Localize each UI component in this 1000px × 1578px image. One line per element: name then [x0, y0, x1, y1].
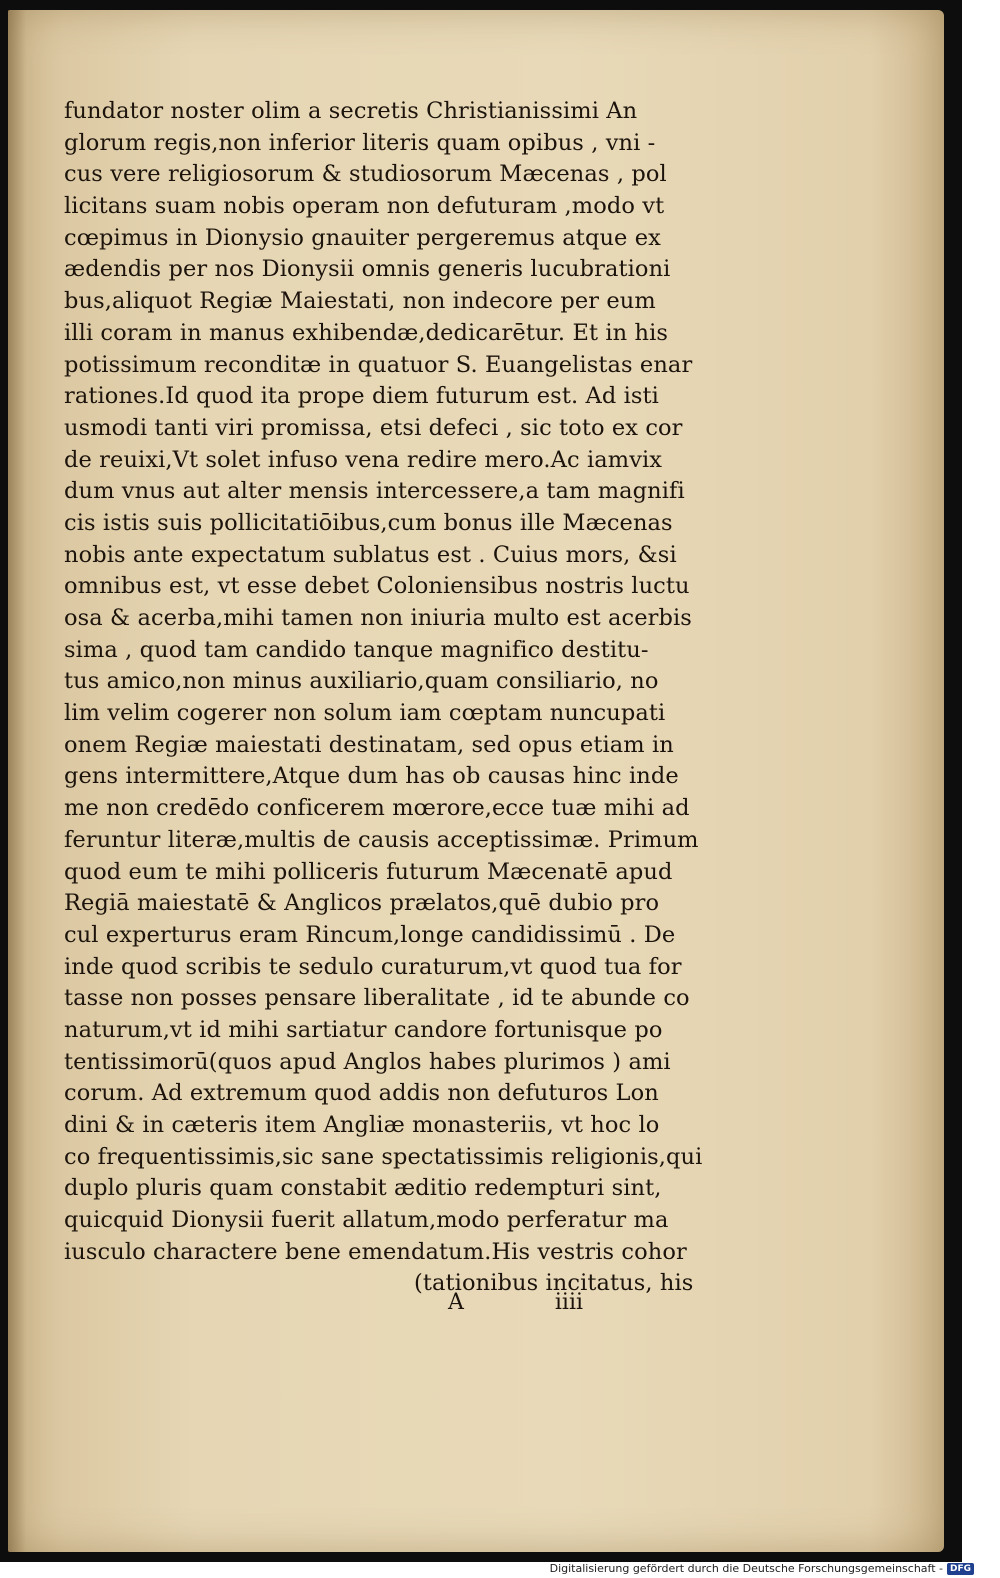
text-line: licitans suam nobis operam non defuturam ,modo vt: [64, 193, 665, 220]
text-line: quod eum te mihi polliceris futurum Mæcenatē apud: [64, 858, 673, 885]
text-line: bus,aliquot Regiæ Maiestati, non indecore per eum: [64, 288, 656, 315]
text-line: cis istis suis pollicitatiōibus,cum bonus ille Mæcenas: [64, 509, 673, 536]
text-line: sima , quod tam candido tanque magnifico destitu-: [64, 636, 649, 663]
text-line: iusculo charactere bene emendatum.His vestris cohor: [64, 1238, 687, 1265]
text-line: cus vere religiosorum & studiosorum Mæcenas , pol: [64, 161, 667, 188]
text-line: fundator noster olim a secretis Christianissimi An: [64, 98, 638, 124]
text-line: nobis ante expectatum sublatus est . Cuius mors, &si: [64, 541, 677, 568]
body-text: [64, 96, 744, 1300]
text-line: corum. Ad extremum quod addis non defuturos Lon: [64, 1080, 659, 1107]
text-line: de reuixi,Vt solet infuso vena redire mero.Ac iamvix: [64, 446, 663, 473]
footer-credit-text: Digitalisierung gefördert durch die Deutsche Forschungsgemeinschaft -: [549, 1562, 943, 1575]
text-line: dini & in cæteris item Angliæ monasteriis, vt hoc lo: [64, 1112, 660, 1138]
text-line: duplo pluris quam constabit æditio redempturi sint,: [64, 1175, 662, 1202]
text-line: lim velim cogerer non solum iam cœptam nuncupati: [64, 700, 666, 727]
text-line: potissimum reconditæ in quatuor S. Euangelistas enar: [64, 351, 693, 378]
signature-line: [448, 1290, 583, 1315]
text-line: ædendis per nos Dionysii omnis generis lucubrationi: [64, 256, 671, 283]
text-line: naturum,vt id mihi sartiatur candore fortunisque po: [64, 1016, 663, 1043]
text-line: usmodi tanti viri promissa, etsi defeci , sic toto ex cor: [64, 414, 683, 441]
text-line: co frequentissimis,sic sane spectatissimis religionis,qui: [64, 1143, 703, 1170]
text-line: tasse non posses pensare liberalitate , id te abunde co: [64, 985, 690, 1012]
leaf-number: iiii: [554, 1290, 584, 1315]
text-line: glorum regis,non inferior literis quam opibus , vni -: [64, 129, 656, 156]
text-line: tentissimorū(quos apud Anglos habes plurimos ) ami: [64, 1048, 671, 1075]
text-line: inde quod scribis te sedulo curaturum,vt quod tua for: [64, 953, 682, 980]
text-line: cœpimus in Dionysio gnauiter pergeremus atque ex: [64, 224, 661, 251]
text-line: dum vnus aut alter mensis intercessere,a tam magnifi: [64, 478, 685, 505]
text-line: cul experturus eram Rincum,longe candidissimū . De: [64, 921, 676, 948]
text-line: Regiā maiestatē & Anglicos prælatos,quē dubio pro: [64, 890, 660, 917]
footer-credit: [550, 1562, 974, 1575]
book-page: [8, 10, 944, 1552]
text-line: gens intermittere,Atque dum has ob causas hinc inde: [64, 763, 679, 790]
text-line: rationes.Id quod ita prope diem futurum est. Ad isti: [64, 383, 659, 410]
text-line: (tationibus incitatus, his: [414, 1270, 694, 1297]
text-line: quicquid Dionysii fuerit allatum,modo perferatur ma: [64, 1207, 669, 1234]
text-line: feruntur literæ,multis de causis acceptissimæ. Primum: [64, 826, 699, 853]
text-line: osa & acerba,mihi tamen non iniuria multo est acerbis: [64, 605, 692, 631]
signature-mark: A: [448, 1290, 464, 1315]
text-line: tus amico,non minus auxiliario,quam consiliario, no: [64, 668, 659, 695]
dfg-logo: DFG: [947, 1563, 974, 1575]
text-line: omnibus est, vt esse debet Coloniensibus nostris luctu: [64, 573, 690, 600]
text-line: me non credēdo conficerem mœrore,ecce tuæ mihi ad: [64, 795, 690, 822]
text-line: illi coram in manus exhibendæ,dedicarētur. Et in his: [64, 319, 669, 346]
text-line: onem Regiæ maiestati destinatam, sed opus etiam in: [64, 731, 674, 758]
